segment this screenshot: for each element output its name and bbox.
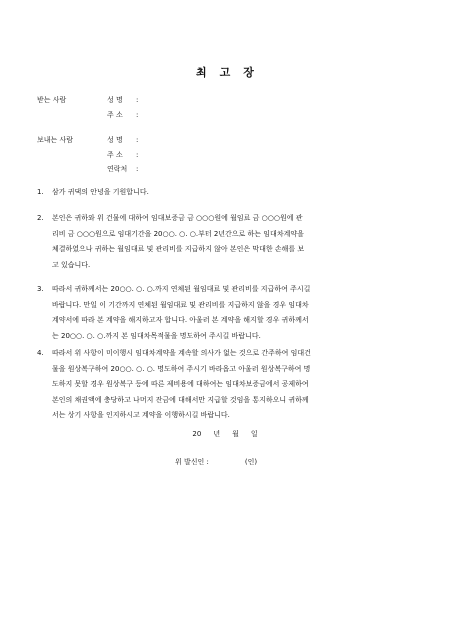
recipient-address-label: 주 소 — [107, 111, 123, 119]
recipient-address-colon: : — [136, 111, 139, 119]
date-day-unit: 일 — [250, 430, 258, 438]
paragraph-number: 1. — [37, 188, 44, 196]
date-line — [0, 429, 450, 439]
document-title: 최고장 — [196, 66, 267, 79]
sender-contact-colon: : — [136, 165, 139, 173]
date-year: 20 — [192, 430, 202, 438]
paragraph-line: 고 있습니다. — [52, 260, 91, 269]
paragraph-2 — [37, 211, 413, 273]
paragraph-line: 는 20○○. ○. ○.까지 본 임대차목적물을 명도하여 주시길 바랍니다. — [52, 331, 261, 340]
sender-address-label: 주 소 — [107, 151, 123, 159]
recipient-name-colon: : — [136, 96, 139, 104]
paragraph-line: 삼가 귀댁의 안녕을 기원합니다. — [52, 188, 149, 196]
paragraph-line: 계약서에 따라 본 계약을 해지하고자 합니다. 아울러 본 계약을 해지할 경우 귀하께서 — [52, 316, 309, 324]
recipient-label: 받는 사람 — [37, 96, 67, 104]
signer-label: 위 발신인 : — [175, 458, 209, 466]
paragraph-1 — [37, 185, 413, 201]
paragraph-line: 리비 금 ○○○원으로 임대기간을 20○○. ○. ○.부터 2년간으로 하는 임대차계약을 — [52, 229, 304, 238]
paragraph-line: 바랍니다. 만일 이 기간까지 연체된 월임대료 및 관리비를 지급하지 않을 경우 임대차 — [52, 300, 309, 309]
sender-contact-label: 연락처 — [107, 165, 128, 173]
paragraph-line: 따라서 위 사항이 미이행시 임대차계약을 계속할 의사가 없는 것으로 간주하여 임대건 — [52, 349, 311, 357]
paragraph-number: 4. — [37, 349, 44, 357]
date-year-unit: 년 — [213, 430, 221, 438]
paragraph-line: 본인의 채권액에 충당하고 나머지 잔금에 대해서만 지급할 것임을 통지하오니 귀하께 — [52, 395, 309, 404]
paragraph-3 — [37, 282, 413, 344]
paragraph-4 — [37, 346, 413, 424]
date-month-unit: 월 — [232, 430, 239, 438]
paragraph-number: 3. — [37, 285, 44, 293]
signer-line — [175, 457, 257, 467]
paragraph-line: 본인은 귀하와 위 건물에 대하여 임대보증금 금 ○○○원에 월임료 금 ○○○원에 관 — [52, 214, 303, 222]
paragraph-line: 체결하였으나 귀하는 월임대료 및 관리비를 지급하지 않아 본인은 막대한 손해를 보 — [52, 245, 305, 253]
paragraph-line: 도하지 못할 경우 원상복구 등에 따른 제비용에 대하여는 임대차보증금에서 공제하여 — [52, 380, 309, 388]
sender-label: 보내는 사람 — [37, 136, 74, 144]
sender-address-colon: : — [136, 151, 139, 159]
paragraph-line: 따라서 귀하께서는 20○○. ○. ○.까지 연체된 월임대료 및 관리비를 지급하여 주시길 — [52, 285, 311, 293]
seal-mark: (인) — [244, 458, 258, 466]
paragraph-line: 물을 원상복구하여 20○○. ○. ○. 명도하여 주시기 바라옵고 아울러 원상복구하여 명 — [52, 364, 311, 373]
sender-name-colon: : — [136, 136, 139, 144]
recipient-name-label: 성 명 — [107, 96, 123, 104]
paragraph-line: 서는 상기 사항을 인지하시고 계약을 이행하시길 바랍니다. — [52, 411, 230, 419]
sender-name-label: 성 명 — [107, 136, 123, 144]
paragraph-number: 2. — [37, 214, 44, 222]
